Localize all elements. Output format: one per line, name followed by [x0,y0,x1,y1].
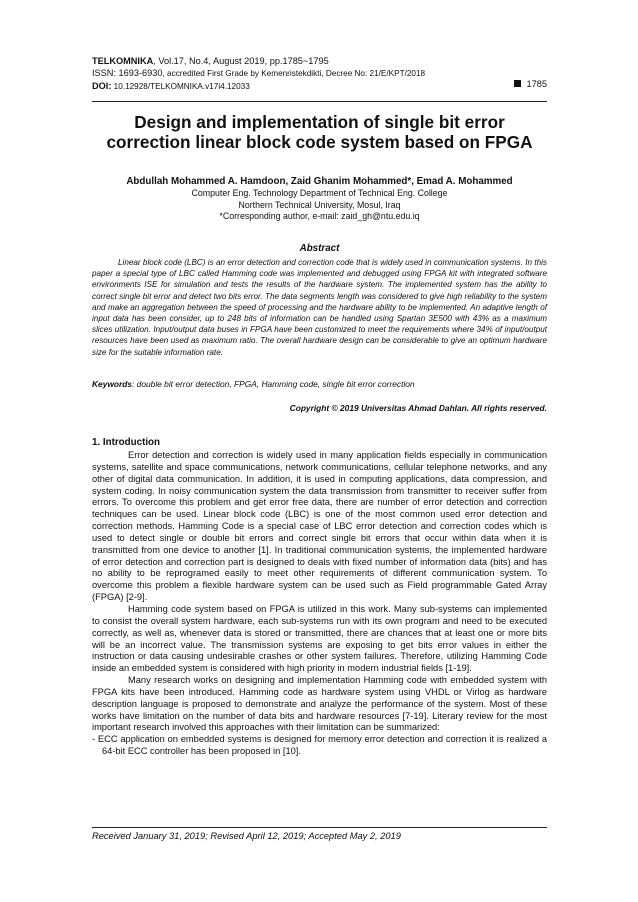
square-bullet-icon [514,80,521,87]
copyright: Copyright © 2019 Universitas Ahmad Dahlan. All rights reserved. [289,403,547,413]
keywords [92,379,547,389]
affiliation-university: Northern Technical University, Mosul, Iraq [238,199,401,210]
keywords-label: Keywords [92,379,133,389]
affiliation-department: Computer Eng. Technology Department of Technical Eng. College [191,188,448,198]
volume-info: , Vol.17, No.4, August 2019, pp.1785~1795 [153,56,329,66]
abstract-text: Linear block code (LBC) is an error detection and correction code that is widely used in communication systems. In this paper a special type of LBC called Hamming code was implemented and debugged using FPGA kit with integrated software environments ISE for simulation and tests the results of the hardware system. The implemented system has the ability to correct single bit error and detect two bits error. The data segments length was considered to give high reliability to the system and make an aggregation between the speed of processing and the hardware ability to be implemented. An adaptive length of input data has been consider, up to 248 bits of information can be handled using Spartan 3E500 with 43% as a maximum slices utilization. Input/output data buses in FPGA have been customized to meet the requirements where 34% of input/output resources have been used as maximum ratio. The overall hardware design can be considerable to give an optimum hardware size for the suitable information rate. [92,258,547,357]
paper-title [92,112,547,152]
paragraph: Many research works on designing and implementation Hamming code with embedded system with FPGA kits have been introduced. Hamming code as hardware system using VHDL or Virlog as hardware description language is proposed to demonstrate and analyze the performance of the system. Most of these works have limitation on the number of data bits and hardware resources [7-19]. Literary review for the most important research involved this approaches with their limitation can be summarized: [92,675,547,733]
page-number-value: 1785 [526,79,547,89]
issn-line [92,67,547,80]
abstract-heading: Abstract [299,243,340,254]
journal-citation [92,55,547,67]
corresponding-author: *Corresponding author, e-mail: zaid_gh@ntu.edu.iq [219,211,420,221]
title-line-1: Design and implementation of single bit error [134,112,505,132]
received-dates: Received January 31, 2019; Revised April 12, 2019; Accepted May 2, 2019 [92,831,401,841]
doi-label: DOI: [92,81,112,91]
doi-value: 10.12928/TELKOMNIKA.v17i4.12033 [111,82,250,91]
paragraph: Hamming code system based on FPGA is utilized in this work. Many sub-systems can implemented to consist the overall system hardware, each sub-systems run with its own program and need to be executed correctly, as well as, whenever data is stored or transmitted, there are chances that at least one or more bits will be an incorrect value. The transmission systems are exposing to get bits error values in either the instruction or data causing undesirable crashes or other system failures. Therefore, utilizing Hamming Code inside an embedded system is considered with high priority in modern industrial fields [1-19]. [92,603,547,674]
accreditation: , accredited First Grade by Kemenristekdikti, Decree No: 21/E/KPT/2018 [162,69,426,78]
footer-rule [92,827,547,828]
section-body [92,450,547,758]
list-item: - ECC application on embedded systems is designed for memory error detection and correction it is realized a 64-bit ECC controller has been proposed in [10]. [92,734,547,757]
issn: ISSN: 1693-6930 [92,68,163,78]
title-line-2: correction linear block code system based on FPGA [106,132,533,152]
page-number [514,79,547,89]
section-heading: 1. Introduction [92,437,161,448]
header-rule [92,101,547,102]
paragraph: Error detection and correction is widely used in many application fields especially in communication systems, satellite and space communications, network communications, cellular telephone networks, and any other of digital data communication. In addition, it is used in computing applications, data compression, and system coding. In noisy communication system the data transmission from transmitter to receiver suffer from errors. To overcome this problem and get error free data, there are number of error detection and correction techniques can be used. Linear block code (LBC) is one of the most common used error detection and correction methods. Hamming Code is a special case of LBC error detection and correction codes which is used to detect single or double bit errors and correct single bit errors that occur within data when it is transmitted from one device to another [1]. In traditional communication systems, the implemented hardware of error detection and correction part is designed to deals with fixed number of information data (bits) and has no ability to be reprogramed easily to meet other requirements of different communication system. To overcome this problem a flexible hardware system can be used such as Field programmable Gated Array (FPGA) [2-9]. [92,450,547,603]
journal-header [92,55,547,93]
authors: Abdullah Mohammed A. Hamdoon, Zaid Ghanim Mohammed*, Emad A. Mohammed [126,176,513,187]
keywords-list: : double bit error detection, FPGA, Hamming code, single bit error correction [132,379,415,389]
journal-name: TELKOMNIKA [92,56,154,66]
doi-line [92,80,547,93]
